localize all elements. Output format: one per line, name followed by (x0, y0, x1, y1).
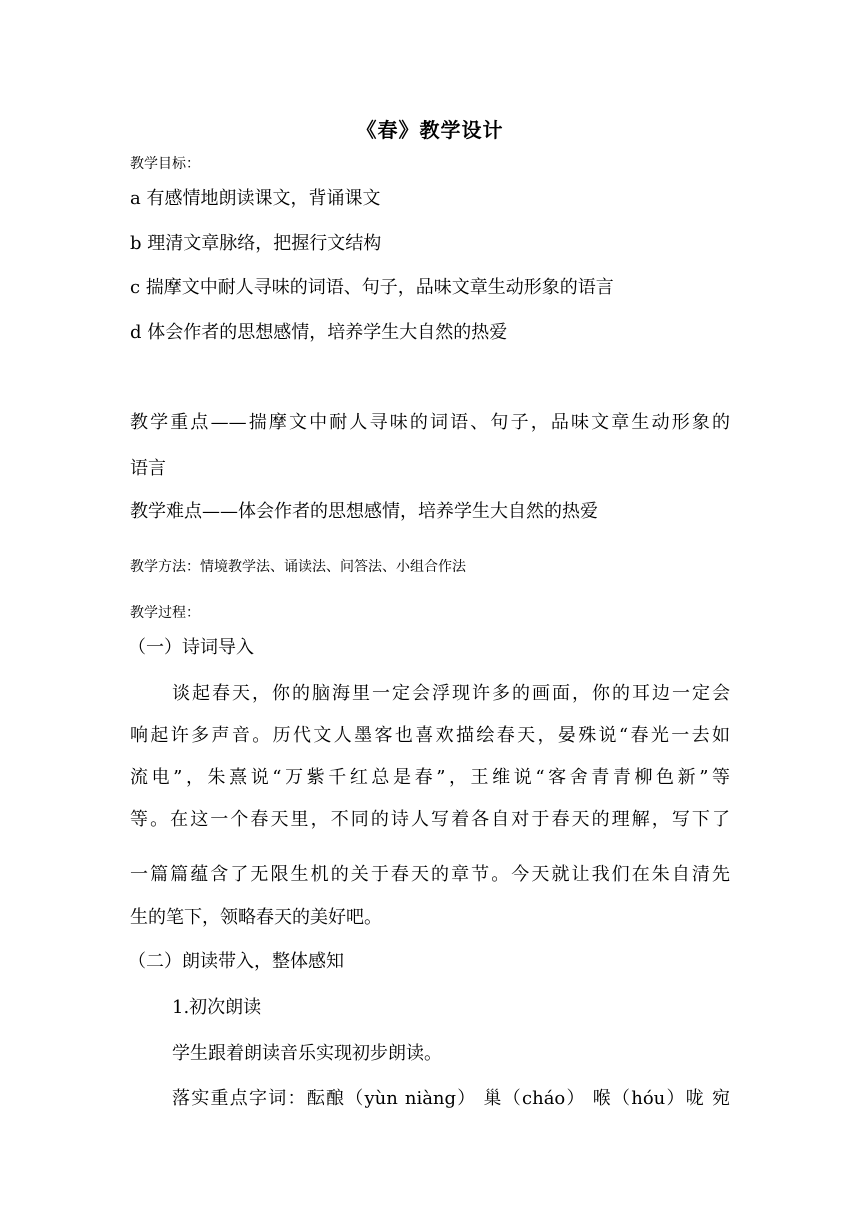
objective-item-d: d 体会作者的思想感情，培养学生大自然的热爱 (130, 322, 508, 343)
section-1-line-3: 流电”，朱熹说“万紫千红总是春”，王维说“客舍青青柳色新”等 (130, 767, 730, 788)
section-2-sub-1: 1.初次朗读 (172, 997, 262, 1018)
key-point-line-1: 教学重点——揣摩文中耐人寻味的词语、句子，品味文章生动形象的 (130, 412, 730, 433)
section-2-heading: （二）朗读带入，整体感知 (128, 951, 344, 972)
objectives-label: 教学目标： (130, 156, 200, 172)
key-words-line: 落实重点字词：酝酿（yùn niàng） 巢（cháo） 喉（hóu）咙 宛 (172, 1088, 730, 1109)
objective-item-b: b 理清文章脉络，把握行文结构 (130, 233, 382, 254)
section-1-heading: （一）诗词导入 (128, 637, 254, 658)
section-1-line-4: 等。在这一个春天里，不同的诗人写着各自对于春天的理解，写下了 (130, 809, 730, 830)
methods-text: 教学方法：情境教学法、诵读法、问答法、小组合作法 (130, 559, 466, 575)
process-label: 教学过程： (130, 605, 200, 621)
section-2-sub-1-text: 学生跟着朗读音乐实现初步朗读。 (172, 1043, 442, 1064)
document-title: 《春》教学设计 (356, 118, 504, 142)
objective-item-a: a 有感情地朗读课文，背诵课文 (130, 188, 381, 209)
section-1-line-2: 响起许多声音。历代文人墨客也喜欢描绘春天，晏殊说“春光一去如 (130, 725, 730, 746)
section-1-line-6: 生的笔下，领略春天的美好吧。 (130, 907, 382, 928)
section-1-line-1: 谈起春天，你的脑海里一定会浮现许多的画面，你的耳边一定会 (172, 683, 730, 704)
section-1-line-5: 一篇篇蕴含了无限生机的关于春天的章节。今天就让我们在朱自清先 (130, 864, 730, 885)
key-point-line-2: 语言 (130, 458, 166, 479)
objective-item-c: c 揣摩文中耐人寻味的词语、句子，品味文章生动形象的语言 (130, 277, 614, 298)
difficulty-text: 教学难点——体会作者的思想感情，培养学生大自然的热爱 (130, 501, 598, 522)
